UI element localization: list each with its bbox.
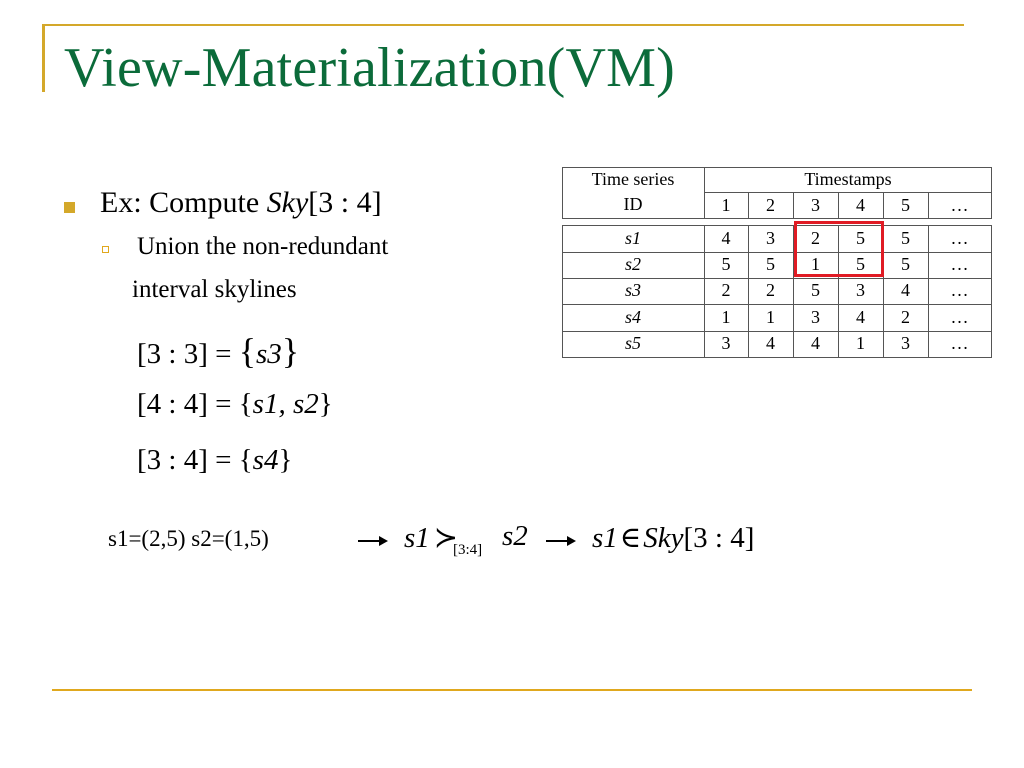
table-cell: 4 xyxy=(811,333,820,353)
bottom-rule xyxy=(52,689,972,691)
table-cell: … xyxy=(950,333,969,353)
left-rule xyxy=(42,26,45,92)
subbullet-line1: Union the non-redundant xyxy=(137,233,389,260)
header-timestamp: 5 xyxy=(901,195,910,215)
bullet-square-icon xyxy=(64,202,75,213)
bullet-example xyxy=(100,186,382,220)
table-row-id: s4 xyxy=(624,307,641,327)
table-cell: 5 xyxy=(766,254,775,274)
table-cell: 2 xyxy=(766,280,775,300)
table-cell: … xyxy=(950,307,969,327)
dominance-right: s2 xyxy=(502,520,528,552)
highlight-box xyxy=(794,221,884,277)
bullet-sky: Sky xyxy=(266,186,309,219)
table-cell: 1 xyxy=(856,333,865,353)
dominance-relation: s1 ≻ xyxy=(404,522,459,554)
equation-4-4: [4 : 4] = {s1, s2} xyxy=(137,388,333,420)
dominance-subscript: [3:4] xyxy=(453,542,483,558)
table-cell: 3 xyxy=(766,228,775,248)
arrow-right-icon xyxy=(546,540,574,542)
table-cell: 2 xyxy=(811,228,820,248)
table-cell: 3 xyxy=(811,307,820,327)
bullet-range: [3 : 4] xyxy=(308,186,382,219)
table-cell: 5 xyxy=(856,228,865,248)
table-cell: 1 xyxy=(811,254,820,274)
table-cell: 1 xyxy=(766,307,775,327)
arrow-right-icon xyxy=(358,540,386,542)
top-rule xyxy=(42,24,964,26)
table-cell: … xyxy=(950,254,969,274)
example-values: s1=(2,5) s2=(1,5) xyxy=(108,526,269,551)
table-cell: 2 xyxy=(901,307,910,327)
table-cell: 4 xyxy=(766,333,775,353)
table-cell: 3 xyxy=(901,333,910,353)
table-cell: 5 xyxy=(901,254,910,274)
sub-bullet-square-icon xyxy=(102,246,109,253)
bullet-prefix: Ex: Compute xyxy=(100,186,267,219)
header-timestamp: 4 xyxy=(856,195,865,215)
table-cell: 3 xyxy=(721,333,731,353)
header-timestamp: … xyxy=(950,195,969,215)
table-cell: 2 xyxy=(721,280,731,300)
table-cell: … xyxy=(950,280,969,300)
table-cell: 5 xyxy=(811,280,820,300)
subbullet-line2: interval skylines xyxy=(132,276,297,303)
table-cell: 5 xyxy=(901,228,910,248)
table-cell: 5 xyxy=(856,254,865,274)
header-timestamp: 1 xyxy=(721,195,731,215)
membership-statement: s1∈Sky[3 : 4] xyxy=(592,522,755,554)
table-cell: 4 xyxy=(721,228,731,248)
header-timestamps: Timestamps xyxy=(804,169,892,189)
timestamps-table xyxy=(562,167,992,359)
table-cell: … xyxy=(950,228,969,248)
table-row-id: s2 xyxy=(624,254,641,274)
header-time-series: Time series xyxy=(591,169,675,189)
table-cell: 3 xyxy=(856,280,865,300)
equation-3-4: [3 : 4] = {s4} xyxy=(137,444,293,476)
header-timestamp: 3 xyxy=(811,195,820,215)
header-id: ID xyxy=(623,194,643,214)
table-cell: 1 xyxy=(721,307,731,327)
table-row-id: s5 xyxy=(624,333,641,353)
header-timestamp: 2 xyxy=(766,195,775,215)
slide-title: View-Materialization(VM) xyxy=(64,37,675,99)
table-cell: 5 xyxy=(721,254,731,274)
table-cell: 4 xyxy=(901,280,910,300)
table-row-id: s3 xyxy=(624,280,641,300)
equation-3-3: [3 : 3] = {s3} xyxy=(137,331,300,371)
table-cell: 4 xyxy=(856,307,865,327)
table-row-id: s1 xyxy=(624,228,641,248)
